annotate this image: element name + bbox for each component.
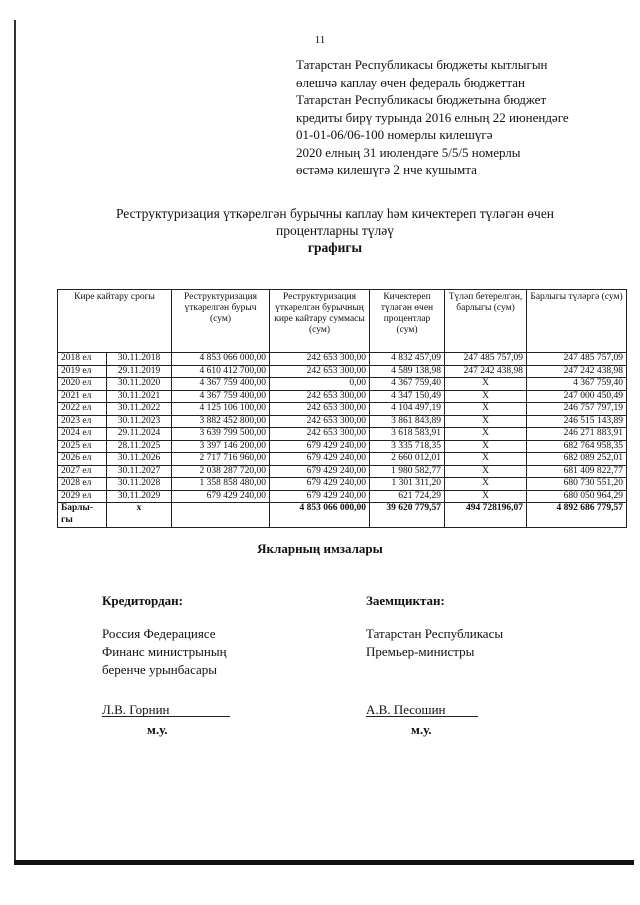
- table-row: [58, 365, 627, 378]
- creditor-heading: Кредитордан:: [102, 593, 183, 608]
- cell-year: 2029 ел: [58, 490, 107, 503]
- cell-year: 2020 ел: [58, 378, 107, 391]
- cell-interest: 621 724,29: [370, 490, 445, 503]
- cell-date: 28.11.2025: [107, 440, 172, 453]
- scan-left-edge: [14, 20, 16, 865]
- cell-debt: 2 717 716 960,00: [172, 453, 270, 466]
- cell-repay: 679 429 240,00: [270, 478, 370, 491]
- cell-year: 2019 ел: [58, 365, 107, 378]
- cell-paid: Х: [445, 390, 527, 403]
- document-title: [60, 205, 610, 256]
- cell-debt: 4 610 412 700,00: [172, 365, 270, 378]
- cell-repay: 242 653 300,00: [270, 415, 370, 428]
- cell-debt: 3 882 452 800,00: [172, 415, 270, 428]
- repayment-schedule-table: [57, 289, 627, 528]
- cell-interest: 3 618 583,91: [370, 428, 445, 441]
- creditor-line: Россия Федерациясе: [102, 626, 216, 641]
- cell-total: 247 485 757,09: [527, 353, 627, 366]
- cell-paid: Х: [445, 490, 527, 503]
- cell-interest: 1 980 582,77: [370, 465, 445, 478]
- cell-year: 2025 ел: [58, 440, 107, 453]
- header-deferred-interest: Кичектереп түләгән өчен процентлар (сум): [370, 290, 445, 353]
- cell-repay: 242 653 300,00: [270, 390, 370, 403]
- cell-paid: Х: [445, 378, 527, 391]
- cell-debt: 4 853 066 000,00: [172, 353, 270, 366]
- table-row: [58, 440, 627, 453]
- creditor-signature-line: [102, 716, 230, 717]
- total-date: х: [107, 503, 172, 528]
- creditor-block: [102, 592, 342, 719]
- cell-repay: 679 429 240,00: [270, 465, 370, 478]
- cell-paid: Х: [445, 428, 527, 441]
- cell-date: 30.11.2022: [107, 403, 172, 416]
- cell-interest: 3 861 843,89: [370, 415, 445, 428]
- table-body: [58, 353, 627, 503]
- cell-date: 29.11.2019: [107, 365, 172, 378]
- table-row: [58, 403, 627, 416]
- appendix-line: 01-01-06/06-100 номерлы килешүгә: [296, 127, 493, 142]
- table-row: [58, 465, 627, 478]
- creditor-name: Л.В. Горнин: [102, 702, 170, 717]
- cell-interest: 4 367 759,40: [370, 378, 445, 391]
- creditor-line: Финанс министрының: [102, 644, 227, 659]
- total-paid: 494 728196,07: [445, 503, 527, 528]
- borrower-seal: м.у.: [411, 722, 432, 737]
- cell-interest: 2 660 012,01: [370, 453, 445, 466]
- cell-total: 682 764 958,35: [527, 440, 627, 453]
- table-row: [58, 490, 627, 503]
- cell-paid: Х: [445, 415, 527, 428]
- appendix-line: 2020 елның 31 июлендәге 5/5/5 номерлы: [296, 144, 521, 160]
- cell-debt: 4 367 759 400,00: [172, 390, 270, 403]
- cell-paid: 247 242 438,98: [445, 365, 527, 378]
- cell-year: 2024 ел: [58, 428, 107, 441]
- cell-interest: 4 589 138,98: [370, 365, 445, 378]
- title-line-3: графигы: [307, 240, 363, 255]
- cell-year: 2021 ел: [58, 390, 107, 403]
- cell-date: 30.11.2021: [107, 390, 172, 403]
- creditor-line: беренче урынбасары: [102, 662, 218, 677]
- cell-total: 246 757 797,19: [527, 403, 627, 416]
- cell-debt: 1 358 858 480,00: [172, 478, 270, 491]
- cell-paid: Х: [445, 403, 527, 416]
- cell-repay: 242 653 300,00: [270, 428, 370, 441]
- appendix-line: Татарстан Республикасы бюджетына бюджет: [296, 92, 547, 107]
- cell-repay: 242 653 300,00: [270, 403, 370, 416]
- cell-paid: 247 485 757,09: [445, 353, 527, 366]
- cell-total: 246 271 883,91: [527, 428, 627, 441]
- cell-year: 2026 ел: [58, 453, 107, 466]
- header-due-date: Кире кайтару срогы: [58, 290, 172, 353]
- cell-debt: 4 125 106 100,00: [172, 403, 270, 416]
- cell-debt: 4 367 759 400,00: [172, 378, 270, 391]
- cell-total: 680 050 964,29: [527, 490, 627, 503]
- page-number: 11: [314, 34, 326, 46]
- cell-total: 247 000 450,49: [527, 390, 627, 403]
- header-paid-total: Түләп бетерелгән, барлыгы (сум): [445, 290, 527, 353]
- cell-debt: 3 397 146 200,00: [172, 440, 270, 453]
- cell-interest: 4 104 497,19: [370, 403, 445, 416]
- signatures-title: Якларның имзалары: [257, 541, 383, 556]
- cell-debt: 3 639 799 500,00: [172, 428, 270, 441]
- cell-date: 30.11.2029: [107, 490, 172, 503]
- cell-paid: Х: [445, 440, 527, 453]
- borrower-heading: Заемщиктан:: [366, 593, 445, 608]
- cell-repay: 679 429 240,00: [270, 453, 370, 466]
- header-repayment-amount: Реструктуризация үткәрелгән бурычның кире кайтару суммасы (сум): [270, 290, 370, 353]
- table-row: [58, 428, 627, 441]
- appendix-line: өстәмә килешүгә 2 нче кушымта: [296, 162, 477, 177]
- cell-repay: 679 429 240,00: [270, 490, 370, 503]
- cell-date: 30.11.2026: [107, 453, 172, 466]
- cell-paid: Х: [445, 478, 527, 491]
- borrower-line: Татарстан Республикасы: [366, 626, 504, 641]
- table-row: [58, 478, 627, 491]
- appendix-line: Татарстан Республикасы бюджеты кытлыгын: [296, 57, 548, 72]
- borrower-signature-line: [366, 716, 478, 717]
- cell-repay: 242 653 300,00: [270, 365, 370, 378]
- cell-total: 4 367 759,40: [527, 378, 627, 391]
- cell-year: 2022 ел: [58, 403, 107, 416]
- table-row: [58, 390, 627, 403]
- cell-date: 30.11.2028: [107, 478, 172, 491]
- header-total-to-pay: Барлыгы түләргә (сум): [527, 290, 627, 353]
- cell-interest: 4 347 150,49: [370, 390, 445, 403]
- cell-date: 30.11.2023: [107, 415, 172, 428]
- cell-date: 30.11.2027: [107, 465, 172, 478]
- cell-year: 2028 ел: [58, 478, 107, 491]
- title-line-1: Реструктуризация үткәрелгән бурычны каплау һәм кичектереп түләгән өчен: [115, 206, 555, 221]
- total-repay: 4 853 066 000,00: [270, 503, 370, 528]
- cell-paid: Х: [445, 453, 527, 466]
- cell-repay: 0,00: [270, 378, 370, 391]
- borrower-line: Премьер-министры: [366, 644, 475, 659]
- cell-total: 680 730 551,20: [527, 478, 627, 491]
- cell-date: 29.11.2024: [107, 428, 172, 441]
- cell-year: 2027 ел: [58, 465, 107, 478]
- table-row: [58, 378, 627, 391]
- cell-repay: 679 429 240,00: [270, 440, 370, 453]
- total-debt: [172, 503, 270, 528]
- total-interest: 39 620 779,57: [370, 503, 445, 528]
- appendix-line: кредиты бирү турында 2016 елның 22 июнендәге: [296, 109, 569, 125]
- scan-bottom-edge: [14, 860, 634, 865]
- creditor-seal: м.у.: [147, 722, 168, 737]
- appendix-note: [296, 56, 626, 179]
- borrower-block: [366, 592, 616, 719]
- cell-interest: 1 301 311,20: [370, 478, 445, 491]
- borrower-name: А.В. Песошин: [366, 702, 446, 717]
- cell-total: 246 515 143,89: [527, 415, 627, 428]
- total-total: 4 892 686 779,57: [527, 503, 627, 528]
- cell-total: 247 242 438,98: [527, 365, 627, 378]
- cell-year: 2018 ел: [58, 353, 107, 366]
- cell-debt: 679 429 240,00: [172, 490, 270, 503]
- cell-interest: 4 832 457,09: [370, 353, 445, 366]
- table-row: [58, 353, 627, 366]
- cell-paid: Х: [445, 465, 527, 478]
- cell-date: 30.11.2018: [107, 353, 172, 366]
- cell-repay: 242 653 300,00: [270, 353, 370, 366]
- total-label: Барлы- гы: [58, 503, 107, 528]
- title-line-2: процентларны түләү: [275, 223, 394, 238]
- cell-total: 681 409 822,77: [527, 465, 627, 478]
- table-row: [58, 453, 627, 466]
- header-restructured-debt: Реструктуризация үткәрелгән бурыч (сум): [172, 290, 270, 353]
- appendix-line: өлешчә каплау өчен федераль бюджеттан: [296, 74, 525, 90]
- cell-year: 2023 ел: [58, 415, 107, 428]
- cell-total: 682 089 252,01: [527, 453, 627, 466]
- table-row: [58, 415, 627, 428]
- total-row: [58, 503, 627, 528]
- cell-date: 30.11.2020: [107, 378, 172, 391]
- cell-interest: 3 335 718,35: [370, 440, 445, 453]
- cell-debt: 2 038 287 720,00: [172, 465, 270, 478]
